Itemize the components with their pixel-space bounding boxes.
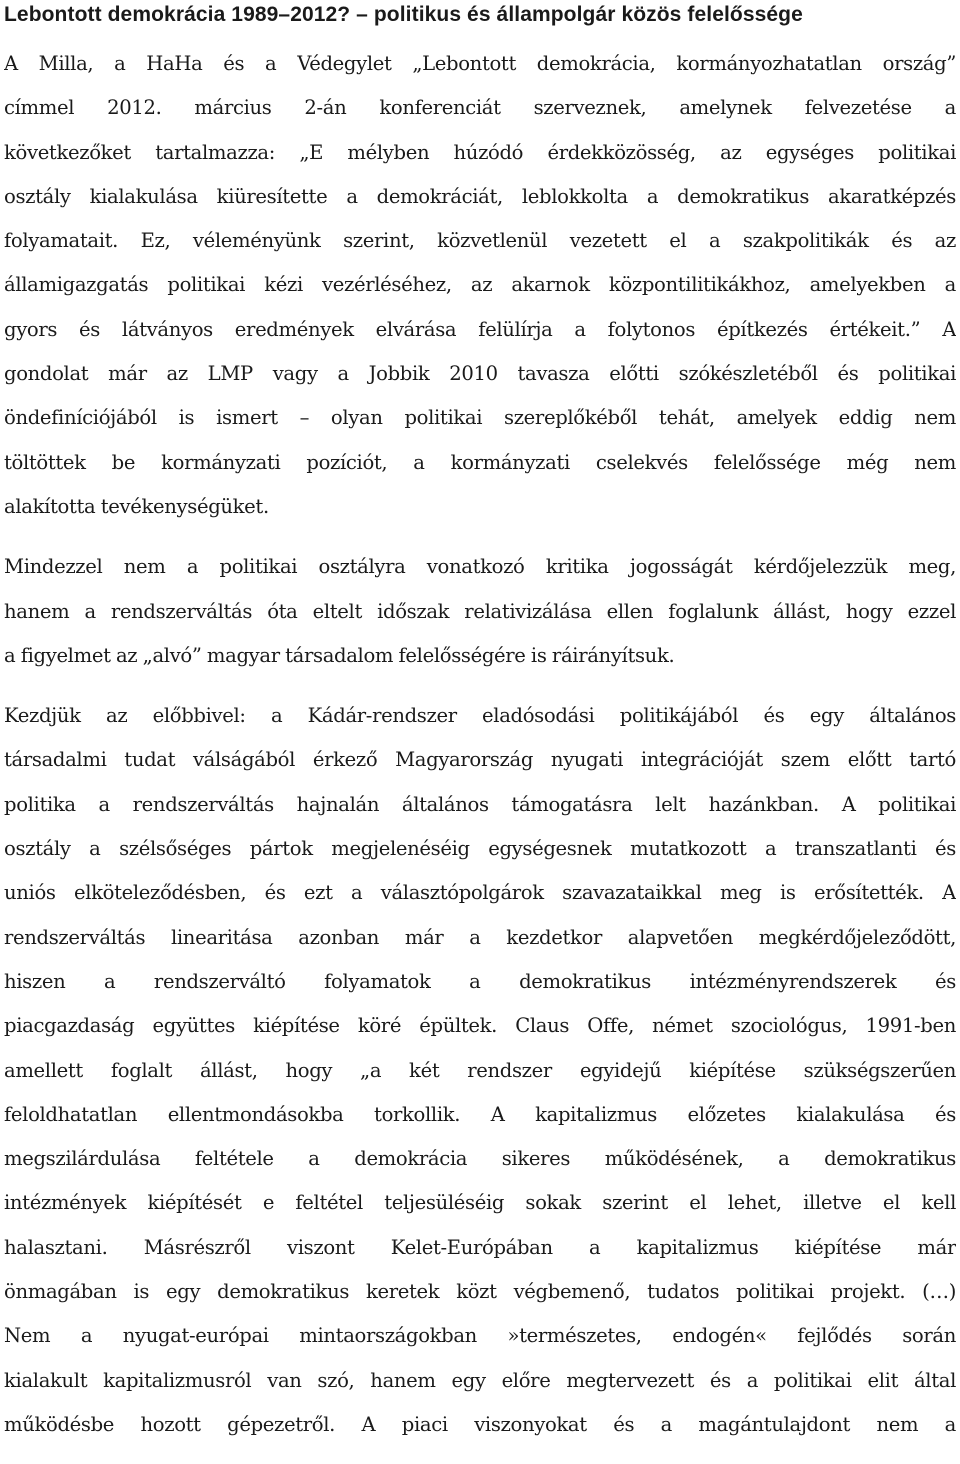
text-line: gyors és látványos eredmények elvárása felülírja a folytonos építkezés értékeit.” A <box>4 317 956 341</box>
text-line: osztály a szélsőséges pártok megjelenéséig egységesnek mutatkozott a transzatlanti és <box>4 837 956 861</box>
text-line: töltöttek be kormányzati pozíciót, a kormányzati cselekvés felelőssége még nem <box>4 450 956 474</box>
text-line: feloldhatatlan ellentmondásokba torkollik. A kapitalizmus előzetes kialakulása és <box>4 1102 956 1126</box>
text-line: A Milla, a HaHa és a Védegylet „Lebontott demokrácia, kormányozhatatlan ország” <box>4 52 956 75</box>
text-line: rendszerváltás linearitása azonban már a kezdetkor alapvetően megkérdőjeleződött, <box>4 925 956 949</box>
text-line: társadalmi tudat válságából érkező Magyarország nyugati integrációját szem előtt tartó <box>4 748 956 772</box>
text-line: államigazgatás politikai kézi vezérléséhez, az akarnok központilitikákhoz, amelyekben a <box>4 273 956 297</box>
text-line: Kezdjük az előbbivel: a Kádár-rendszer eladósodási politikájából és egy általános <box>4 704 956 728</box>
text-line: Nem a nyugat-európai mintaországokban »természetes, endogén« fejlődés során <box>4 1324 956 1348</box>
text-line: következőket tartalmazza: „E mélyben húzódó érdekközösség, az egységes politikai <box>4 140 956 164</box>
text-line: uniós elköteleződésben, és ezt a választópolgárok szavazataikkal meg is erősítették. A <box>4 881 956 905</box>
paragraph-3 <box>4 694 956 1447</box>
text-line: halasztani. Másrészről viszont Kelet-Európában a kapitalizmus kiépítése már <box>4 1235 956 1259</box>
text-line: öndefiníciójából is ismert – olyan politikai szereplőkéből tehát, amelyek eddig nem <box>4 406 956 430</box>
text-line: Mindezzel nem a politikai osztályra vonatkozó kritika jogosságát kérdőjelezzük meg, <box>4 555 956 579</box>
text-line: önmagában is egy demokratikus keretek közt végbemenő, tudatos politikai projekt. (…) <box>4 1280 956 1304</box>
text-line: piacgazdaság együttes kiépítése köré épültek. Claus Offe, német szociológus, 1991-ben <box>4 1014 956 1038</box>
text-line: osztály kialakulása kiüresítette a demokráciát, leblokkolta a demokratikus akaratképzés <box>4 184 956 208</box>
text-line: a figyelmet az „alvó” magyar társadalom felelősségére is ráirányítsuk. <box>4 643 675 667</box>
document-title: Lebontott demokrácia 1989–2012? – politikus és állampolgár közös felelőssége <box>4 3 803 26</box>
text-line: intézmények kiépítését e feltétel teljesüléséig sokak szerint el lehet, illetve el kell <box>4 1191 956 1215</box>
text-line: amellett foglalt állást, hogy „a két rendszer egyidejű kiépítése szükségszerűen <box>4 1058 956 1082</box>
document-page <box>4 0 956 1447</box>
text-line: hiszen a rendszerváltó folyamatok a demokratikus intézményrendszerek és <box>4 969 956 993</box>
paragraph-2 <box>4 545 956 678</box>
text-line: hanem a rendszerváltás óta eltelt időszak relativizálása ellen foglalunk állást, hogy ezzel <box>4 599 956 623</box>
text-line: folyamatait. Ez, véleményünk szerint, közvetlenül vezetett el a szakpolitikák és az <box>4 229 956 253</box>
text-line: politika a rendszerváltás hajnalán általános támogatásra lelt hazánkban. A politikai <box>4 792 956 816</box>
text-line: kialakult kapitalizmusról van szó, hanem egy előre megtervezett és a politikai elit által <box>4 1368 956 1392</box>
text-line: címmel 2012. március 2-án konferenciát szerveznek, amelynek felvezetése a <box>4 96 956 120</box>
text-line: alakította tevékenységüket. <box>4 494 269 518</box>
text-line: működésbe hozott gépezetről. A piaci viszonyokat és a magántulajdont nem a <box>4 1412 956 1436</box>
paragraph-1 <box>4 42 956 529</box>
text-line: gondolat már az LMP vagy a Jobbik 2010 tavasza előtti szókészletéből és politikai <box>4 362 956 386</box>
text-line: megszilárdulása feltétele a demokrácia sikeres működésének, a demokratikus <box>4 1147 956 1171</box>
